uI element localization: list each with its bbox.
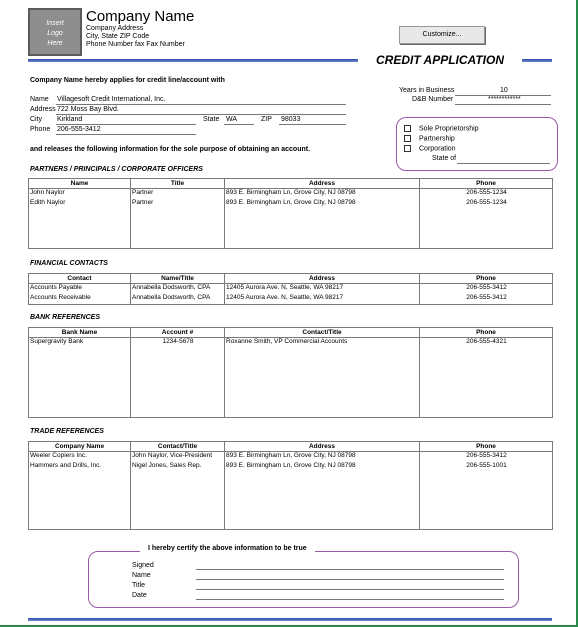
column-header: Phone	[420, 179, 553, 189]
column-header: Company Name	[29, 442, 131, 452]
state-field[interactable]: WA	[226, 116, 238, 123]
table-cell[interactable]: 206-555-3412	[420, 294, 553, 305]
cert-date-line[interactable]	[196, 599, 504, 600]
table-empty-area[interactable]	[29, 348, 553, 418]
certification-title: I hereby certify the above information to be true	[140, 545, 315, 552]
table-header-row	[29, 274, 553, 284]
checkbox-icon[interactable]	[404, 145, 411, 152]
table-row[interactable]	[29, 284, 553, 295]
signed-line[interactable]	[196, 569, 504, 570]
table-cell[interactable]: 893 E. Birmingham Ln, Grove City, NJ 08798	[225, 199, 420, 209]
name-underline	[56, 104, 346, 105]
logo-text-line: Here	[47, 40, 63, 47]
column-header: Address	[225, 442, 420, 452]
name-label: Name	[30, 96, 49, 103]
column-header: Contact/Title	[131, 442, 225, 452]
address-field[interactable]: 722 Moss Bay Blvd.	[57, 106, 119, 113]
column-header: Phone	[420, 328, 553, 338]
cert-title-label: Title	[132, 582, 145, 589]
option-corporation[interactable]	[404, 145, 456, 152]
table-cell[interactable]: John Naylor	[29, 189, 131, 200]
applicant-intro: Company Name hereby applies for credit line/account with	[30, 77, 225, 84]
table-cell[interactable]: 893 E. Birmingham Ln, Grove City, NJ 08798	[225, 452, 420, 463]
company-city-state-zip: City, State ZIP Code	[86, 33, 150, 40]
table-row[interactable]	[29, 452, 553, 463]
table-row[interactable]	[29, 294, 553, 305]
table-row[interactable]	[29, 338, 553, 349]
column-header: Phone	[420, 274, 553, 284]
table-row[interactable]	[29, 462, 553, 472]
table-cell[interactable]: 1234-5678	[131, 338, 225, 349]
cert-date-label: Date	[132, 592, 147, 599]
zip-field[interactable]: 98033	[281, 116, 301, 123]
option-label: Corporation	[419, 145, 456, 153]
table-cell[interactable]: 893 E. Birmingham Ln, Grove City, NJ 08798	[225, 462, 420, 472]
footer-divider	[28, 618, 552, 621]
trade-section-title: TRADE REFERENCES	[30, 428, 104, 435]
company-name: Company Name	[86, 8, 195, 25]
logo-placeholder	[28, 8, 82, 56]
header-divider-left	[28, 59, 358, 62]
column-header: Name/Title	[131, 274, 225, 284]
bank-table	[28, 327, 553, 418]
header-divider-right	[522, 59, 552, 62]
table-header-row	[29, 328, 553, 338]
bank-section-title: BANK REFERENCES	[30, 314, 101, 321]
table-cell[interactable]: John Naylor, Vice-President	[131, 452, 225, 463]
table-cell[interactable]: 206-555-1234	[420, 189, 553, 200]
release-text: and releases the following information for the sole purpose of obtaining an account.	[30, 146, 311, 153]
table-empty-area[interactable]	[29, 209, 553, 249]
cert-title-line[interactable]	[196, 589, 504, 590]
dnb-label: D&B Number	[412, 96, 454, 103]
table-cell[interactable]: Hammers and Drills, Inc.	[29, 462, 131, 472]
table-cell[interactable]: 206-555-3412	[420, 284, 553, 295]
table-cell[interactable]: Partner	[131, 189, 225, 200]
phone-field[interactable]: 206-555-3412	[57, 126, 101, 133]
years-label: Years in Business	[399, 87, 455, 94]
state-underline	[224, 124, 254, 125]
city-label: City	[30, 116, 43, 123]
financial-section-title: FINANCIAL CONTACTS	[30, 260, 108, 267]
column-header: Contact/Title	[225, 328, 420, 338]
table-cell[interactable]: Roxanne Smith, VP Commercial Accounts	[225, 338, 420, 349]
state-label: State	[203, 116, 220, 123]
city-field[interactable]: Kirkland	[57, 116, 83, 123]
phone-label: Phone	[30, 126, 51, 133]
company-phone-fax: Phone Number fax Fax Number	[86, 41, 185, 48]
table-cell[interactable]: 206-555-1001	[420, 462, 553, 472]
table-cell[interactable]: Edith Naylor	[29, 199, 131, 209]
option-sole-proprietorship[interactable]	[404, 125, 479, 132]
table-cell[interactable]: Supergravity Bank	[29, 338, 131, 349]
table-cell[interactable]: 206-555-4321	[420, 338, 553, 349]
cert-name-label: Name	[132, 572, 151, 579]
option-partnership[interactable]	[404, 135, 455, 142]
state-of-underline[interactable]	[457, 163, 550, 164]
table-empty-area[interactable]	[29, 472, 553, 530]
table-header-row	[29, 179, 553, 189]
column-header: Name	[29, 179, 131, 189]
column-header: Title	[131, 179, 225, 189]
name-field[interactable]: Villagesoft Credit International, Inc.	[57, 96, 166, 103]
dnb-field[interactable]: ************	[488, 96, 521, 103]
table-cell[interactable]: Annabella Dodsworth, CPA	[131, 284, 225, 295]
years-field[interactable]: 10	[500, 87, 508, 94]
customize-button[interactable]: Customize...	[399, 26, 485, 44]
column-header: Address	[225, 179, 420, 189]
column-header: Phone	[420, 442, 553, 452]
address-underline	[56, 114, 346, 115]
trade-table	[28, 441, 553, 530]
column-header: Contact	[29, 274, 131, 284]
table-header-row	[29, 442, 553, 452]
checkbox-icon[interactable]	[404, 135, 411, 142]
column-header: Account #	[131, 328, 225, 338]
table-cell[interactable]: Partner	[131, 199, 225, 209]
table-cell[interactable]: 206-555-3412	[420, 452, 553, 463]
table-cell[interactable]: Nigel Jones, Sales Rep.	[131, 462, 225, 472]
partners-table	[28, 178, 553, 249]
table-cell[interactable]: Accounts Payable	[29, 284, 131, 295]
table-row[interactable]	[29, 199, 553, 209]
table-cell[interactable]: 12405 Aurora Ave. N, Seattle, WA 98217	[225, 294, 420, 305]
table-cell[interactable]: 893 E. Birmingham Ln, Grove City, NJ 08798	[225, 189, 420, 200]
option-label: Sole Proprietorship	[419, 125, 479, 133]
option-label: Partnership	[419, 135, 455, 143]
column-header: Address	[225, 274, 420, 284]
financial-table	[28, 273, 553, 305]
table-cell[interactable]: Weeler Copiers Inc.	[29, 452, 131, 463]
company-address: Company Address	[86, 25, 144, 32]
table-row[interactable]	[29, 189, 553, 200]
table-cell[interactable]: 12405 Aurora Ave. N, Seattle, WA 98217	[225, 284, 420, 295]
table-cell[interactable]: Accounts Receivable	[29, 294, 131, 305]
address-label: Address	[30, 106, 56, 113]
logo-text-line: Logo	[47, 30, 63, 37]
phone-underline	[56, 134, 196, 135]
zip-label: ZIP	[261, 116, 272, 123]
table-cell[interactable]: 206-555-1234	[420, 199, 553, 209]
city-underline	[56, 124, 196, 125]
table-cell[interactable]: Annabella Dodsworth, CPA	[131, 294, 225, 305]
page-title: CREDIT APPLICATION	[376, 53, 504, 67]
partners-section-title: PARTNERS / PRINCIPALS / CORPORATE OFFICERS	[30, 166, 203, 173]
cert-name-line[interactable]	[196, 579, 504, 580]
zip-underline	[279, 124, 346, 125]
column-header: Bank Name	[29, 328, 131, 338]
dnb-underline	[455, 104, 551, 105]
checkbox-icon[interactable]	[404, 125, 411, 132]
state-of-label: State of	[432, 155, 457, 162]
logo-text-line: Insert	[46, 20, 64, 27]
signed-label: Signed	[132, 562, 154, 569]
